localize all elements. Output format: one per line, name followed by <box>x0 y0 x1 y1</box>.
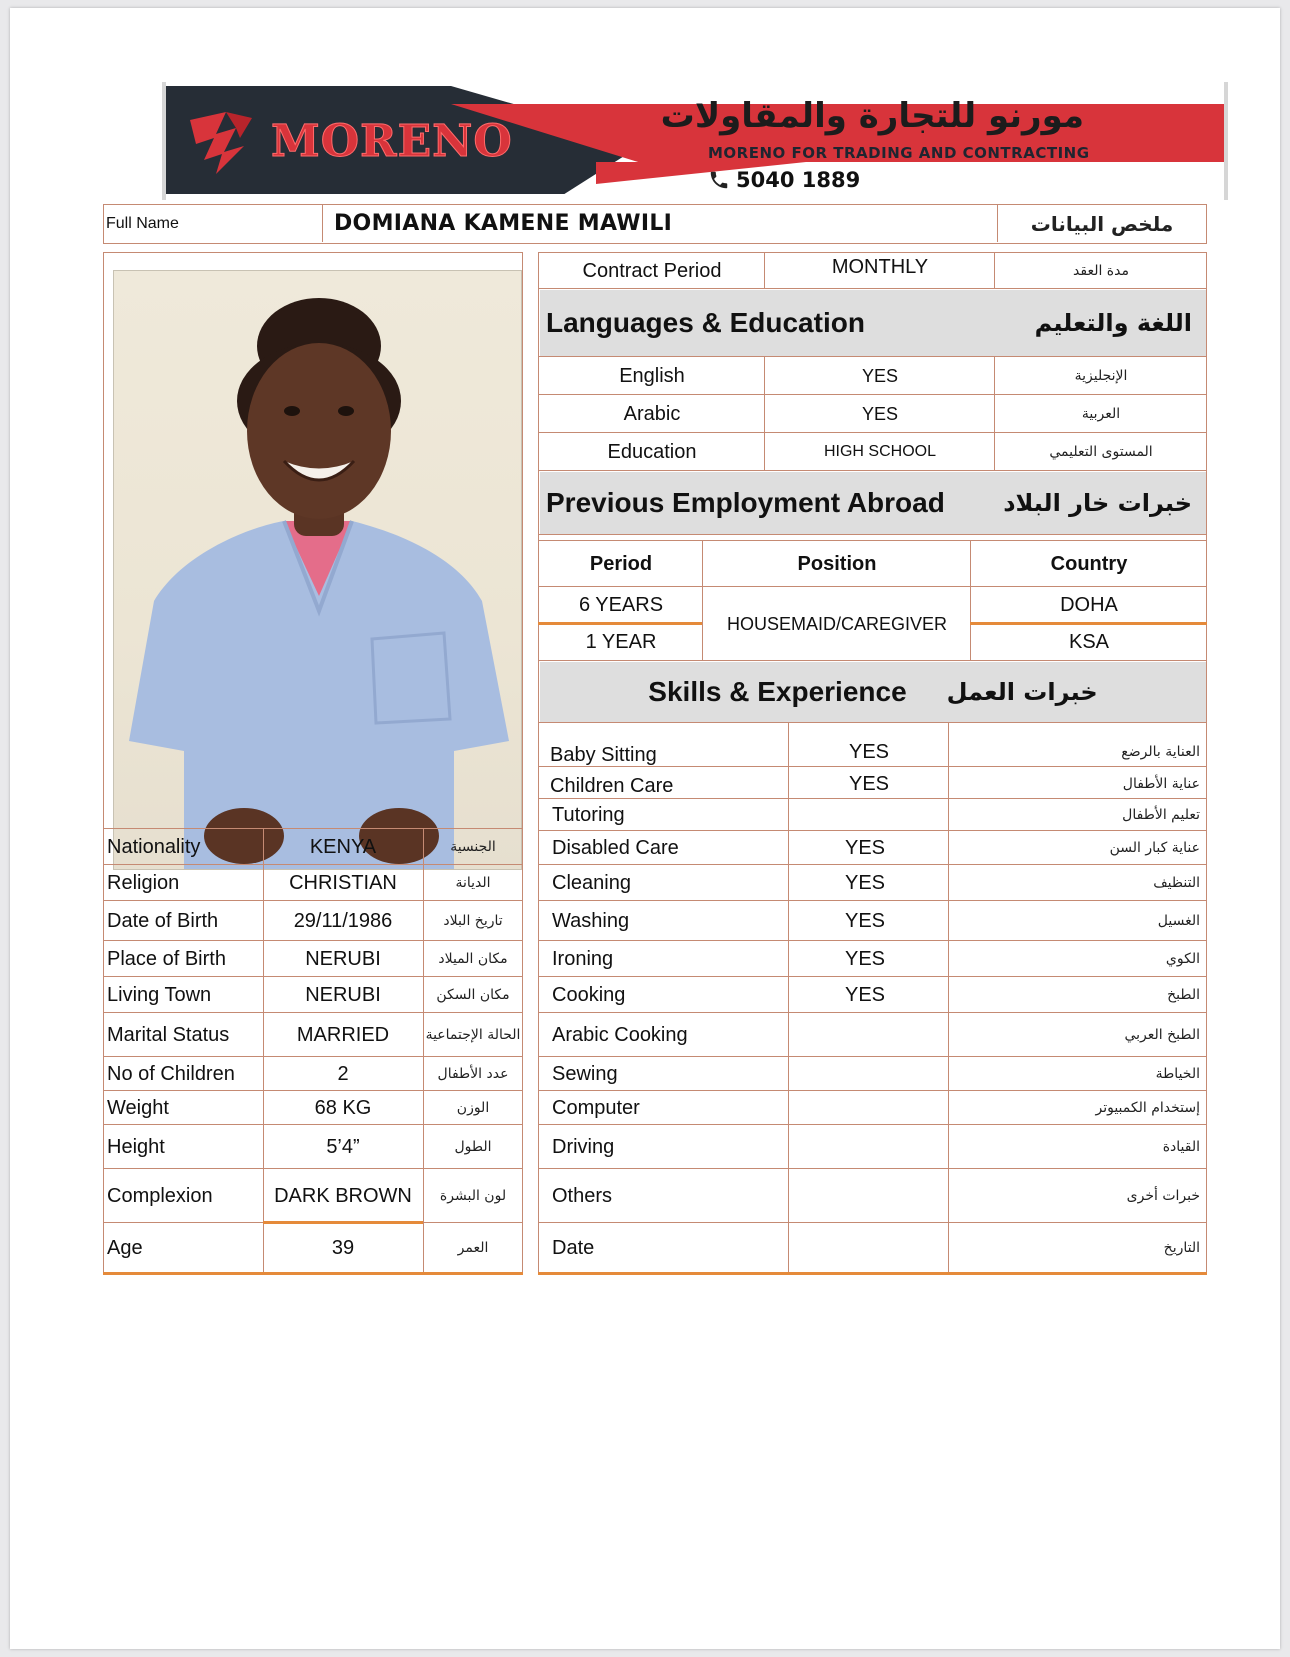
nationality-arabic-label: الجنسية <box>450 839 496 855</box>
arabic-arabic-label: العربية <box>1081 406 1121 422</box>
living-town-arabic-label: مكان السكن <box>436 987 510 1003</box>
skill-sewing-arabic-label: الخياطة <box>1155 1066 1200 1082</box>
skill-cooking-value: YES <box>844 983 886 1006</box>
skills-title-arabic: خبرات العمل <box>946 678 1098 706</box>
skill-washing-label: Washing <box>552 909 630 932</box>
candidate-photo <box>113 270 522 870</box>
phone-text: 5040 1889 <box>736 168 861 192</box>
marital-status-label: Marital Status <box>107 1023 230 1046</box>
arabic-label: Arabic <box>623 402 681 425</box>
brand-name-arabic: مورنو للتجارة والمقاولات <box>660 96 1084 136</box>
marital-status-arabic-label: الحالة الإجتماعية <box>425 1027 521 1043</box>
skill-others-value <box>790 1170 948 1222</box>
full-name-value: DOMIANA KAMENE MAWILI <box>334 211 673 236</box>
skill-baby-sitting-value: YES <box>848 740 890 763</box>
personal-bottom-rule <box>103 1272 523 1275</box>
education-value: HIGH SCHOOL <box>823 443 936 460</box>
moreno-logo-icon <box>186 108 256 178</box>
employment-title-arabic: خبرات خار البلاد <box>1003 489 1192 517</box>
skill-others-arabic-label: خبرات أخرى <box>1126 1188 1200 1204</box>
company-banner <box>162 82 1228 200</box>
age-arabic-label: العمر <box>457 1240 489 1256</box>
complexion-label: Complexion <box>107 1184 213 1207</box>
skill-disabled-care-label: Disabled Care <box>552 836 679 859</box>
skill-children-care-label: Children Care <box>550 774 674 797</box>
skill-date-arabic-label: التاريخ <box>1163 1240 1200 1256</box>
place-of-birth-arabic-label: مكان الميلاد <box>438 951 508 967</box>
employment-section-header <box>540 472 1206 534</box>
weight-arabic-label: الوزن <box>456 1100 490 1116</box>
skill-cleaning-label: Cleaning <box>552 871 631 894</box>
skill-computer-label: Computer <box>552 1096 640 1119</box>
skill-cooking-arabic-label: الطبخ <box>1167 987 1200 1003</box>
contract-period-label: Contract Period <box>582 259 722 282</box>
contract-period-arabic-label: مدة العقد <box>1073 263 1129 279</box>
skill-ironing-label: Ironing <box>552 947 614 970</box>
employment-position: HOUSEMAID/CAREGIVER <box>726 613 948 634</box>
employment-country-2: KSA <box>1068 631 1110 653</box>
skills-title: Skills & Experience <box>648 676 907 707</box>
weight-value: 68 KG <box>314 1096 372 1119</box>
country-header: Country <box>1050 552 1128 575</box>
weight-label: Weight <box>107 1096 169 1119</box>
children-count-value: 2 <box>337 1062 349 1085</box>
skill-cooking-label: Cooking <box>552 983 626 1006</box>
skill-date-value <box>790 1224 948 1272</box>
contract-period-value: MONTHLY <box>831 255 929 278</box>
place-of-birth-label: Place of Birth <box>107 947 226 970</box>
brand-name-english: MORENO FOR TRADING AND CONTRACTING <box>708 144 1090 162</box>
arabic-value: YES <box>861 403 899 424</box>
phone-icon <box>708 169 730 191</box>
employment-title: Previous Employment Abroad <box>546 487 945 518</box>
phone-number <box>708 168 860 192</box>
skill-tutoring-value <box>790 800 948 830</box>
height-value: 5’4” <box>326 1135 360 1158</box>
skill-arabic-cooking-label: Arabic Cooking <box>552 1023 688 1046</box>
skill-children-care-value: YES <box>848 772 890 795</box>
employment-country-1: DOHA <box>1060 593 1118 616</box>
skill-tutoring-arabic-label: تعليم الأطفال <box>1122 807 1200 823</box>
age-value: 39 <box>331 1236 355 1259</box>
date-of-birth-value: 29/11/1986 <box>293 909 393 932</box>
skill-computer-arabic-label: إستخدام الكمبيوتر <box>1095 1100 1200 1116</box>
living-town-label: Living Town <box>107 983 212 1006</box>
marital-status-value: MARRIED <box>296 1023 390 1046</box>
date-of-birth-label: Date of Birth <box>107 909 219 932</box>
skill-tutoring-label: Tutoring <box>552 803 625 826</box>
education-arabic-label: المستوى التعليمي <box>1049 444 1153 460</box>
skill-baby-sitting-arabic-label: العناية بالرضع <box>1121 744 1200 760</box>
period-header: Period <box>589 552 653 575</box>
skills-bottom-rule <box>538 1272 1207 1275</box>
languages-title: Languages & Education <box>546 307 865 338</box>
full-name-row <box>103 204 1207 244</box>
place-of-birth-value: NERUBI <box>305 947 381 970</box>
languages-title-arabic: اللغة والتعليم <box>1034 309 1192 337</box>
data-summary-arabic-label: ملخص البيانات <box>1030 211 1174 236</box>
skill-cleaning-arabic-label: التنظيف <box>1153 875 1200 891</box>
date-of-birth-arabic-label: تاريخ البلاد <box>443 913 503 929</box>
religion-arabic-label: الديانة <box>455 875 491 891</box>
skill-driving-value <box>790 1126 948 1168</box>
skill-date-label: Date <box>552 1236 595 1259</box>
cv-page <box>10 8 1280 1649</box>
living-town-value: NERUBI <box>305 983 381 1006</box>
candidate-portrait-icon <box>114 271 521 869</box>
children-count-arabic-label: عدد الأطفال <box>437 1066 509 1082</box>
skill-baby-sitting-label: Baby Sitting <box>550 743 657 766</box>
nationality-value: KENYA <box>309 835 377 858</box>
skill-washing-arabic-label: الغسيل <box>1157 913 1200 929</box>
height-arabic-label: الطول <box>454 1139 492 1155</box>
complexion-arabic-label: لون البشرة <box>439 1188 507 1204</box>
employment-period-1: 6 YEARS <box>578 593 664 616</box>
skill-computer-value <box>790 1092 948 1124</box>
skill-arabic-cooking-arabic-label: الطبخ العربي <box>1124 1027 1200 1043</box>
skill-washing-value: YES <box>844 909 886 932</box>
religion-label: Religion <box>107 871 180 894</box>
skill-others-label: Others <box>552 1184 613 1207</box>
full-name-label: Full Name <box>106 214 179 232</box>
skill-ironing-arabic-label: الكوي <box>1165 951 1200 967</box>
skills-section-header <box>540 662 1206 722</box>
skill-disabled-care-value: YES <box>844 836 886 859</box>
employment-period-2: 1 YEAR <box>585 631 657 653</box>
skill-arabic-cooking-value <box>790 1014 948 1056</box>
logo-text: MORENO <box>271 116 513 167</box>
position-header: Position <box>797 552 877 575</box>
skill-sewing-value <box>790 1058 948 1090</box>
nationality-label: Nationality <box>107 835 201 858</box>
skill-children-care-arabic-label: عناية الأطفال <box>1122 776 1200 792</box>
children-count-label: No of Children <box>107 1062 235 1085</box>
english-arabic-label: الإنجليزية <box>1074 368 1128 384</box>
skill-ironing-value: YES <box>844 947 886 970</box>
skill-sewing-label: Sewing <box>552 1062 618 1085</box>
skill-driving-arabic-label: القيادة <box>1162 1139 1200 1155</box>
english-value: YES <box>861 365 899 386</box>
complexion-value: DARK BROWN <box>274 1184 412 1207</box>
skill-driving-label: Driving <box>552 1135 615 1158</box>
age-label: Age <box>107 1236 143 1259</box>
height-label: Height <box>107 1135 165 1158</box>
skill-cleaning-value: YES <box>844 871 886 894</box>
languages-section-header <box>540 290 1206 356</box>
religion-value: CHRISTIAN <box>289 871 397 894</box>
english-label: English <box>619 364 685 387</box>
education-label: Education <box>607 440 697 463</box>
skill-disabled-care-arabic-label: عناية كبار السن <box>1109 840 1200 856</box>
